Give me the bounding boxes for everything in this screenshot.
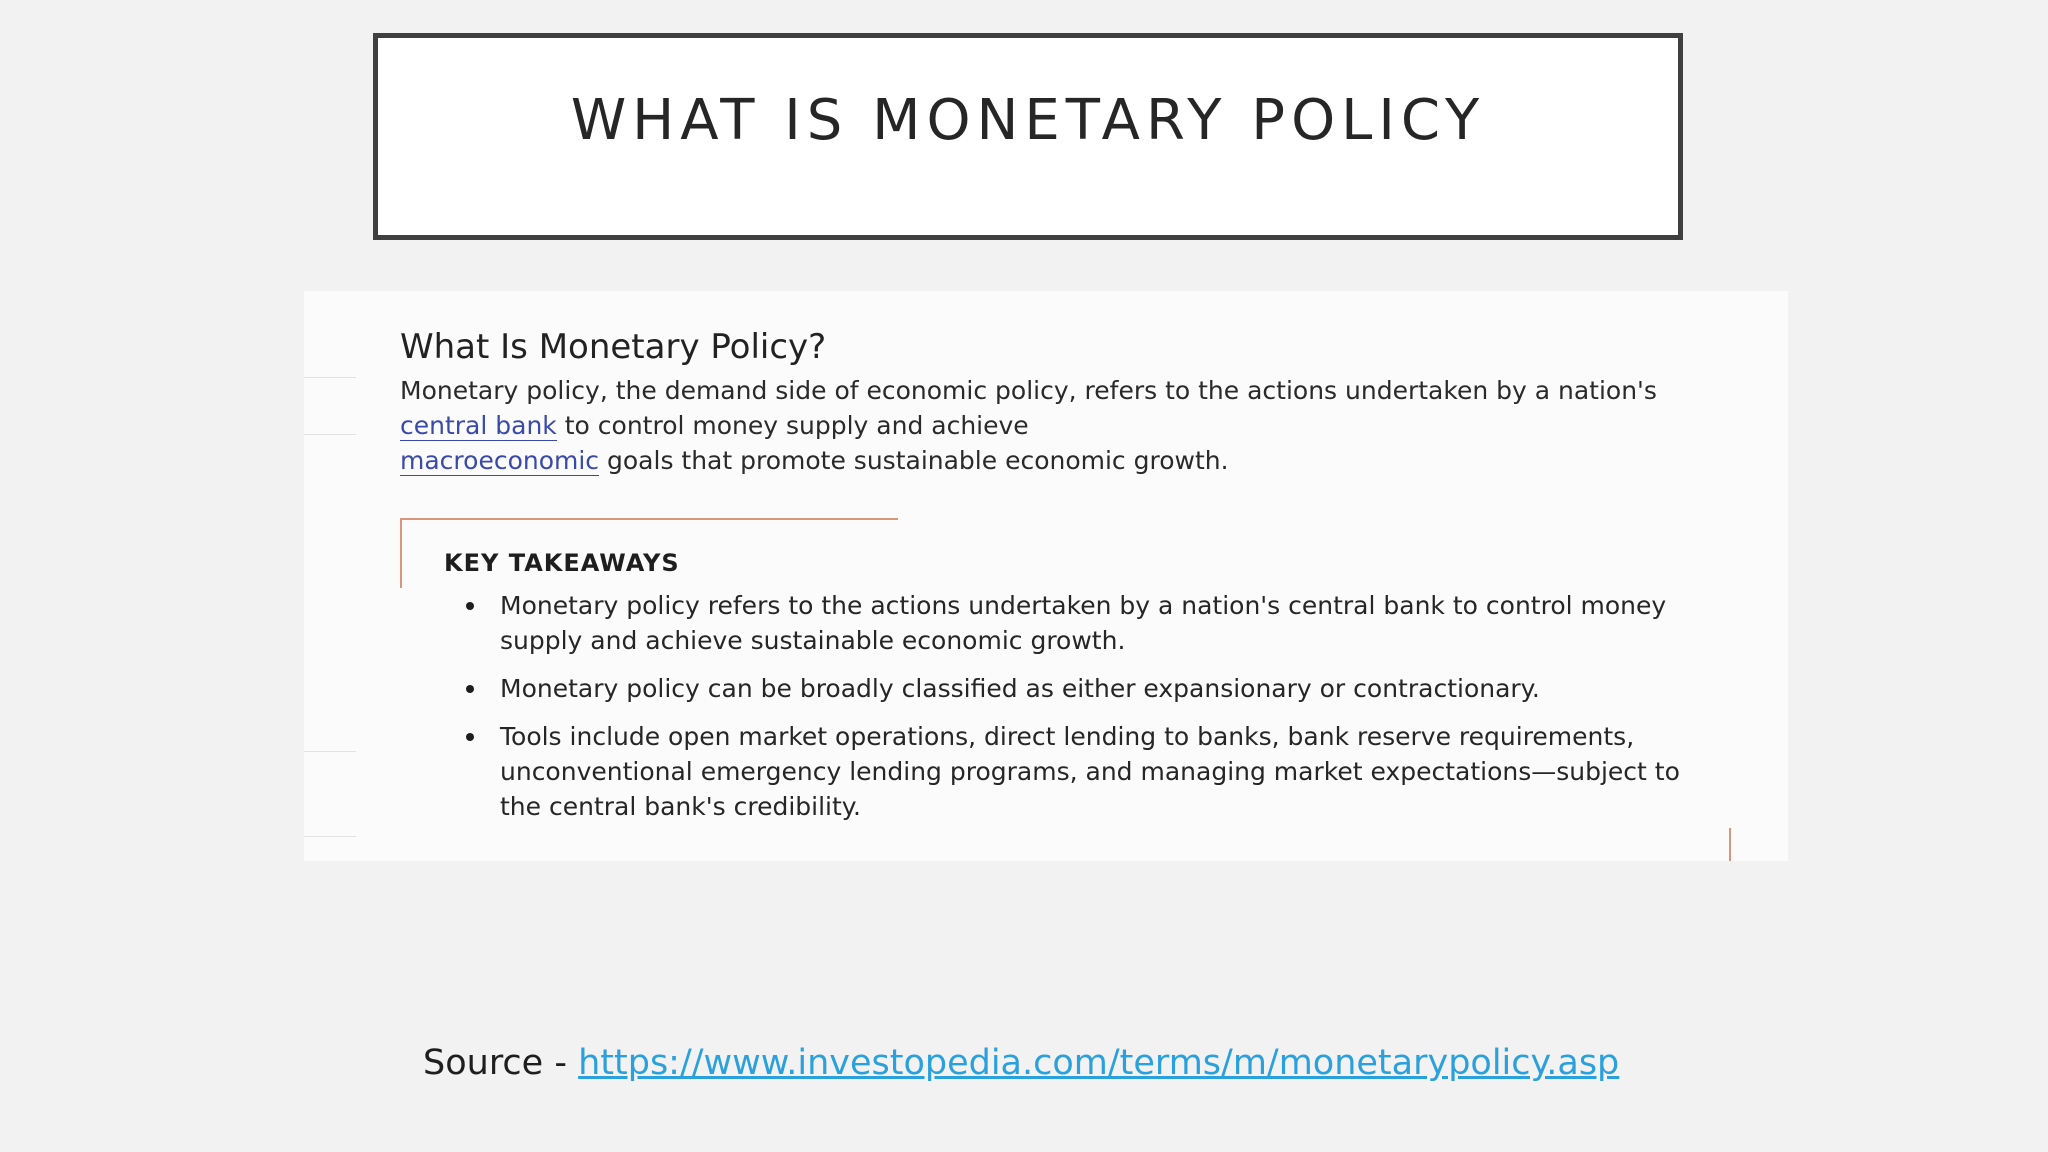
article-intro (400, 373, 1700, 478)
article-intro-text: goals that promote sustainable economic growth. (599, 446, 1229, 475)
article-intro-text: Monetary policy, the demand side of economic policy, refers to the actions undertaken by a nation's (400, 376, 1657, 405)
list-item-text: Monetary policy can be broadly classified as either expansionary or contractionary. (500, 674, 1540, 703)
takeaway-border-top (400, 518, 898, 520)
divider (304, 836, 356, 837)
source-label: Source - (423, 1043, 579, 1083)
key-takeaways-list (444, 588, 1704, 837)
divider (304, 751, 356, 752)
central-bank-link[interactable]: central bank (400, 411, 557, 440)
bullet-icon (466, 733, 474, 741)
bullet-icon (466, 685, 474, 693)
list-item (444, 671, 1704, 706)
macroeconomic-link[interactable]: macroeconomic (400, 446, 600, 475)
slide-title-box (373, 33, 1683, 240)
divider (304, 434, 356, 435)
list-item (444, 588, 1704, 658)
takeaway-border-left (400, 518, 402, 588)
source-link[interactable]: https://www.investopedia.com/terms/m/monetarypolicy.asp (578, 1043, 1620, 1083)
source-citation (423, 1043, 1619, 1083)
list-item-text: Tools include open market operations, direct lending to banks, bank reserve requirements, unconventional emergency lending programs, and managing market expectations—subject to the central bank's credibility. (500, 722, 1680, 821)
article-intro-text: to control money supply and achieve (556, 411, 1029, 440)
article-screenshot (304, 291, 1788, 861)
bullet-icon (466, 602, 474, 610)
list-item (444, 719, 1704, 824)
slide-title: WHAT IS MONETARY POLICY (570, 88, 1486, 153)
takeaway-border-right (1729, 828, 1731, 861)
list-item-text: Monetary policy refers to the actions undertaken by a nation's central bank to control money supply and achieve sustainable economic growth. (500, 591, 1667, 655)
divider (304, 377, 356, 378)
key-takeaways-heading: KEY TAKEAWAYS (444, 549, 680, 577)
article-heading: What Is Monetary Policy? (400, 327, 827, 367)
